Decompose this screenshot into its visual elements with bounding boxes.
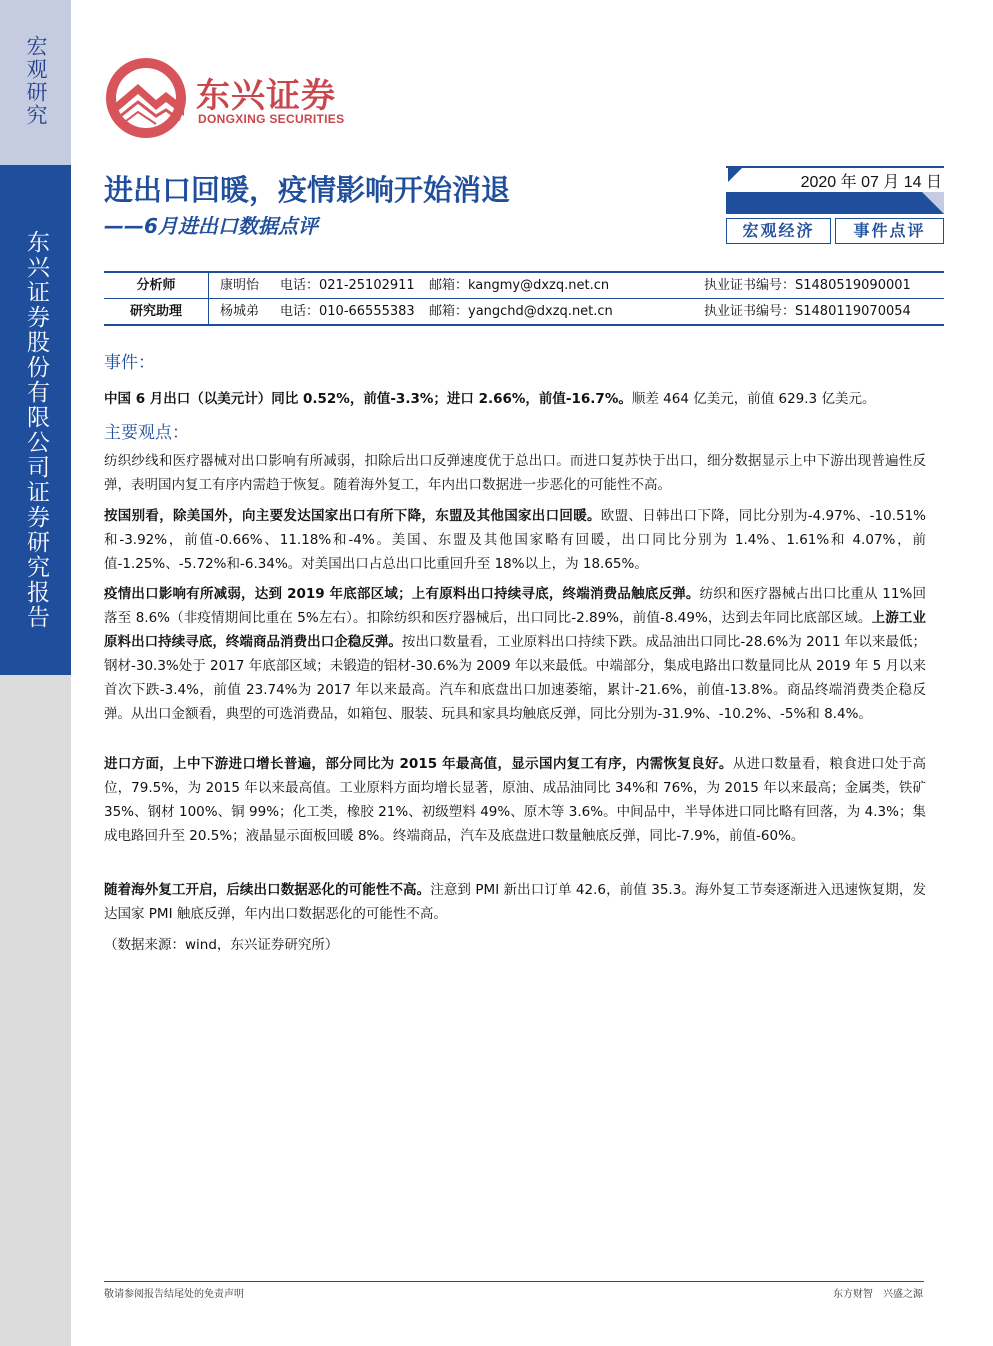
p5-rest: 注意到 PMI 新出口订单 42.6，前值 35.3。海外复工节奏逐渐进入迅速恢复期，发达国家 PMI 触底反弹，年内出口数据恶化的可能性不高。 — [104, 882, 926, 922]
report-subtitle: ——6月进出口数据点评 — [104, 214, 318, 238]
footer-slogan: 东方财智 兴盛之源 — [833, 1289, 923, 1300]
views-paragraph-3 — [104, 582, 926, 726]
views-paragraph-4 — [104, 752, 926, 848]
analyst-table — [104, 271, 944, 326]
analyst-name: 康明怡 — [220, 278, 260, 293]
views-heading: 主要观点： — [104, 423, 189, 443]
column-divider — [208, 299, 209, 324]
p2-rest: 欧盟、日韩出口下降，同比分别为-4.97%、-10.51%和-3.92%，前值-0.66%、11.18%和-4%。美国、东盟及其他国家略有回暖，出口同比分别为 1.4%、1.61%和 4.07%，前值-1.25%、-5.72%和-6.34%。对美国出口占总出口比重回升至 18%以上，为 18.65%。 — [104, 508, 926, 572]
tag-macro-economy: 宏观经济 — [726, 218, 831, 244]
data-source-note: （数据来源：wind，东兴证券研究所） — [104, 937, 339, 953]
analyst-cert: 执业证书编号：S1480519090001 — [704, 278, 911, 293]
date-box — [726, 166, 944, 244]
analyst-name: 杨城弟 — [220, 304, 260, 319]
analyst-row — [104, 273, 944, 298]
views-paragraph-1: 纺织纱线和医疗器械对出口影响有所减弱，扣除后出口反弹速度优于总出口。而进口复苏快于出口，细分数据显示上中下游出现普遍性反弹，表明国内复工有序内需趋于恢复。随着海外复工，年内出口数据进一步恶化的可能性不高。 — [104, 453, 926, 493]
date-blue-bar — [726, 192, 944, 214]
p3-rest-2: 按出口数量看，工业原料出口持续下跌。成品油出口同比-28.6%为 2011 年以来最低；钢材-30.3%处于 2017 年底部区域；未锻造的铝材-30.6%为 2009 年以来最低。中端部分，集成电路出口数量同比从 2019 年 5 月以来首次下跌-3.4%，前值 23.74%为 2017 年以来最高。汽车和底盘出口加速萎缩，累计-21.6%，前值-13.8%。商品终端消费类企稳反弹。从出口金额看，典型的可选消费品，如箱包、服装、玩具和家具均触底反弹，同比分别为-31.9%、-10.2%、-5%和 8.4%。 — [104, 634, 927, 722]
sidebar-company-report-label: 东兴证券股份有限公司证券研究报告 — [23, 230, 49, 630]
event-heading: 事件： — [104, 353, 155, 373]
p3-rest-1: 纺织和医疗器械占出口比重从 11%回落至 8.6%（非疫情期间比重在 5%左右）。扣除纺织和医疗器械后，出口同比-2.89%，前值-8.49%，达到去年同比底部区域。 — [104, 586, 926, 626]
column-divider — [208, 273, 209, 298]
analyst-row — [104, 298, 944, 324]
event-bold: 中国 6 月出口（以美元计）同比 0.52%，前值-3.3%；进口 2.66%，前值-16.7%。 — [104, 391, 632, 407]
tag-event-review: 事件点评 — [835, 218, 944, 244]
analyst-role: 分析师 — [136, 278, 176, 293]
analyst-role: 研究助理 — [129, 304, 182, 319]
report-date: 2020 年 07 月 14 日 — [800, 174, 942, 191]
analyst-cert: 执业证书编号：S1480119070054 — [704, 304, 911, 319]
logo-name-cn: 东兴证券 — [196, 76, 336, 116]
event-rest: 顺差 464 亿美元，前值 629.3 亿美元。 — [631, 391, 876, 407]
p2-bold: 按国别看，除美国外，向主要发达国家出口有所下降，东盟及其他国家出口回暖。 — [104, 508, 601, 524]
report-title: 进出口回暖，疫情影响开始消退 — [104, 173, 511, 207]
sidebar-section-label: 宏观研究 — [24, 35, 48, 127]
p3-bold-1: 疫情出口影响有所减弱，达到 2019 年底部区域；上有原料出口持续寻底，终端消费品触底反弹。 — [104, 586, 700, 602]
views-paragraph-5 — [104, 878, 926, 926]
footer-disclaimer: 敬请参阅报告结尾处的免责声明 — [104, 1289, 244, 1300]
analyst-phone: 电话：010-66555383 — [280, 304, 415, 319]
views-paragraph-2 — [104, 504, 926, 576]
logo-name-en: DONGXING SECURITIES — [198, 112, 345, 126]
p5-bold: 随着海外复工开启，后续出口数据恶化的可能性不高。 — [104, 882, 431, 898]
event-paragraph — [104, 387, 926, 411]
analyst-email: 邮箱：kangmy@dxzq.net.cn — [429, 278, 610, 293]
p3-bold-2: 上游工业原料出口持续寻底，终端商品消费出口企稳反弹。 — [104, 610, 927, 650]
sidebar-bottom-band — [0, 675, 71, 1346]
p4-bold: 进口方面，上中下游进口增长普遍，部分同比为 2015 年最高值，显示国内复工有序，内需恢复良好。 — [104, 756, 733, 772]
date-corner-triangle — [728, 168, 742, 182]
company-logo-icon — [104, 56, 188, 144]
footer-rule — [104, 1281, 924, 1282]
analyst-email: 邮箱：yangchd@dxzq.net.cn — [429, 304, 613, 319]
p4-rest: 从进口数量看，粮食进口处于高位，79.5%，为 2015 年以来最高值。工业原料方面均增长显著，原油、成品油同比 34%和 76%，为 2015 年以来最高；金属类，铁矿 35%、钢材 100%、铜 99%；化工类，橡胶 21%、初级塑料 49%、原木等 3.6%。中间品中，半导体进口同比略有回落，为 4.3%；集成电路回升至 20.5%；液晶显示面板回暖 8%。终端商品，汽车及底盘进口数量触底反弹，同比-7.9%，前值-60%。 — [104, 756, 926, 844]
analyst-phone: 电话：021-25102911 — [280, 278, 415, 293]
date-bar-corner — [922, 192, 944, 214]
